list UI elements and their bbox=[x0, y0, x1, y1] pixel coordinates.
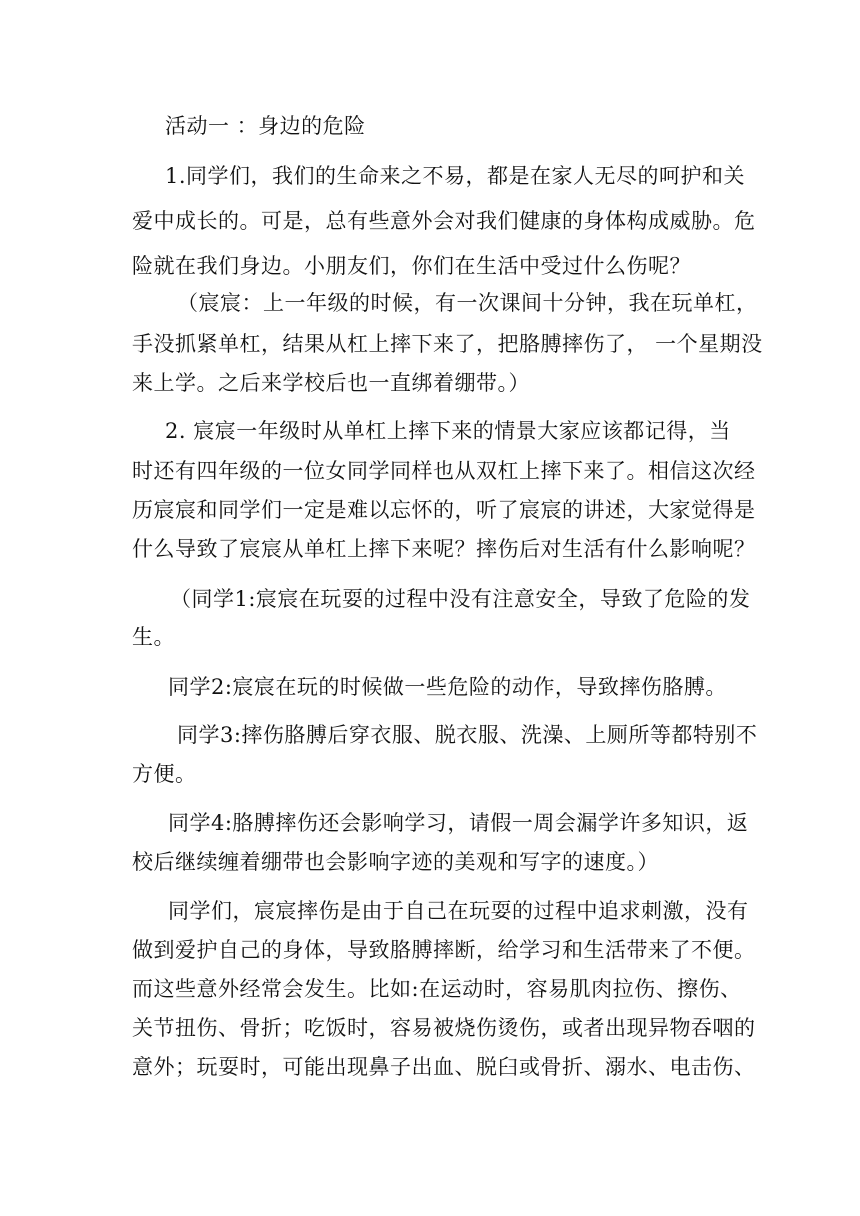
paragraph-3-line-4: 什么导致了宸宸从单杠上摔下来呢？摔伤后对生活有什么影响呢？ bbox=[132, 537, 756, 561]
paragraph-8-line-5: 意外；玩耍时，可能出现鼻子出血、脱臼或骨折、溺水、电击伤、 bbox=[132, 1055, 756, 1079]
paragraph-8-line-3: 而这些意外经常会发生。比如:在运动时，容易肌肉拉伤、擦伤、 bbox=[132, 977, 742, 1001]
paragraph-3-line-3: 历宸宸和同学们一定是难以忘怀的，听了宸宸的讲述，大家觉得是 bbox=[132, 498, 756, 522]
paragraph-2-line-1: （宸宸：上一年级的时候，有一次课间十分钟，我在玩单杠， bbox=[177, 291, 758, 315]
paragraph-8-line-4: 关节扭伤、骨折；吃饭时，容易被烧伤烫伤，或者出现异物吞咽的 bbox=[132, 1016, 756, 1040]
paragraph-2-line-2: 手没抓紧单杠，结果从杠上摔下来了，把胳膊摔伤了， 一个星期没 bbox=[132, 332, 763, 356]
paragraph-6-line-2: 方便。 bbox=[132, 762, 197, 786]
paragraph-7-line-2: 校后继续缠着绷带也会影响字迹的美观和写字的速度。） bbox=[132, 850, 659, 874]
paragraph-7-line-1: 同学4:胳膊摔伤还会影响学习，请假一周会漏学许多知识，返 bbox=[168, 811, 749, 835]
paragraph-1-line-1: 1.同学们，我们的生命来之不易，都是在家人无尽的呵护和关 bbox=[165, 164, 746, 188]
paragraph-4-line-1: （同学1:宸宸在玩耍的过程中没有注意安全，导致了危险的发 bbox=[170, 587, 751, 611]
paragraph-1-line-2: 爱中成长的。可是，总有些意外会对我们健康的身体构成威胁。危 bbox=[132, 209, 756, 233]
paragraph-4-line-2: 生。 bbox=[132, 625, 175, 649]
paragraph-8-line-2: 做到爱护自己的身体，导致胳膊摔断，给学习和生活带来了不便。 bbox=[132, 938, 756, 962]
paragraph-2-line-3: 来上学。之后来学校后也一直绑着绷带。） bbox=[132, 371, 530, 395]
paragraph-6-line-1: 同学3:摔伤胳膊后穿衣服、脱衣服、洗澡、上厕所等都特别不 bbox=[177, 723, 758, 747]
paragraph-3-line-1: 2. 宸宸一年级时从单杠上摔下来的情景大家应该都记得，当 bbox=[165, 419, 731, 443]
paragraph-8-line-1: 同学们，宸宸摔伤是由于自己在玩耍的过程中追求刺激，没有 bbox=[168, 899, 749, 923]
paragraph-1-line-3: 险就在我们身边。小朋友们，你们在生活中受过什么伤呢？ bbox=[132, 254, 691, 278]
section-heading: 活动一 ：身边的危险 bbox=[165, 114, 366, 138]
paragraph-5-line-1: 同学2:宸宸在玩的时候做一些危险的动作，导致摔伤胳膊。 bbox=[168, 675, 727, 699]
paragraph-3-line-2: 时还有四年级的一位女同学同样也从双杠上摔下来了。相信这次经 bbox=[132, 459, 756, 483]
